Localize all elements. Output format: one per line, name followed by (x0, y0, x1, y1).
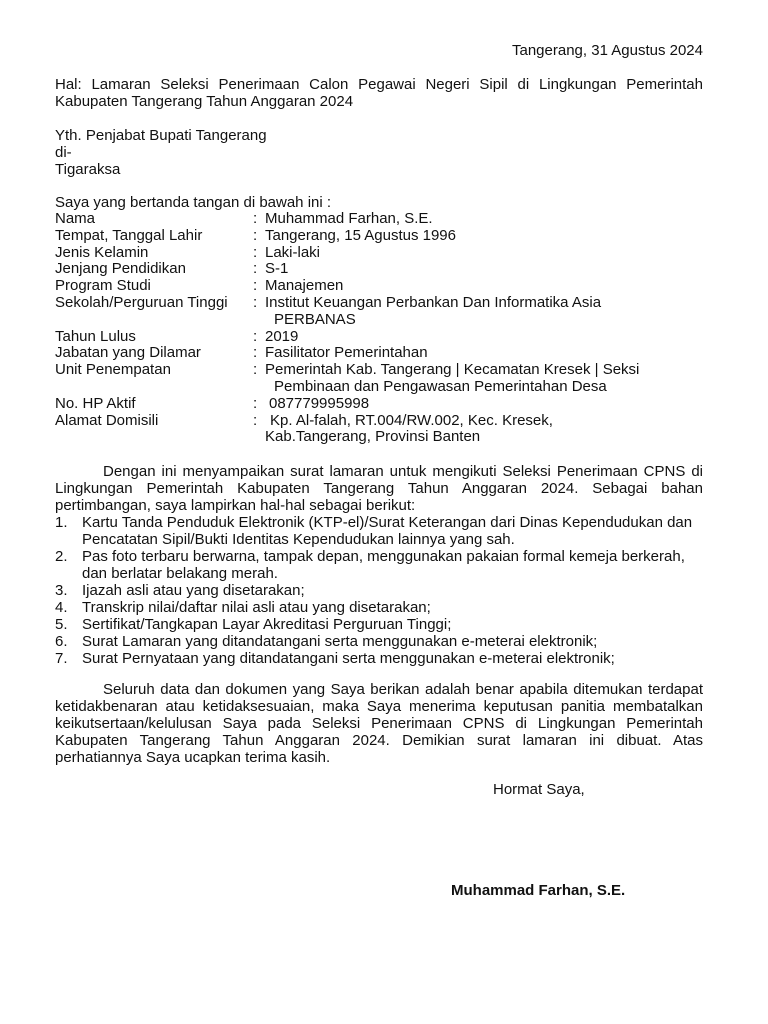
bio-row-study-program (55, 278, 689, 295)
bio-row-education-level (55, 261, 689, 278)
bio-value: Fasilitator Pemerintahan (265, 344, 428, 362)
bio-colon: : (253, 226, 258, 244)
bio-value (265, 413, 689, 447)
bio-value-line: Kab.Tangerang, Provinsi Banten (265, 428, 481, 446)
list-number: 6. (55, 633, 68, 650)
bio-colon: : (253, 344, 258, 362)
list-text: Transkrip nilai/daftar nilai asli atau yang disetarakan; (82, 599, 431, 616)
bio-value: 087779995998 (269, 394, 370, 412)
bio-row-position (55, 345, 689, 362)
bio-value-line: PERBANAS (274, 310, 356, 328)
letter-subject: Hal: Lamaran Seleksi Penerimaan Calon Pegawai Negeri Sipil di Lingkungan Pemerintah Kabupaten Tangerang Tahun Anggaran 2024 (55, 76, 703, 110)
bio-value-line: Pembinaan dan Pengawasan Pemerintahan Desa (274, 377, 607, 395)
paragraph-closing: Seluruh data dan dokumen yang Saya berikan adalah benar apabila ditemukan terdapat ketidakbenaran atau ketidaksesuaian, maka Saya menerima keputusan panitia membatalkan keikutsertaan/kelulusan Saya pada Seleksi Penerimaan CPNS di Lingkungan Pemerintah Kabupaten Tangerang Tahun Anggaran 2024. Demikian surat lamaran ini dibuat. Atas perhatiannya Saya ucapkan terima kasih. (55, 681, 703, 766)
bio-row-ttl (55, 228, 689, 245)
bio-row-phone (55, 396, 689, 413)
bio-colon: : (253, 210, 258, 227)
bio-value: 2019 (265, 327, 299, 345)
bio-colon: : (253, 293, 258, 311)
bio-value-line: Institut Keuangan Perbankan Dan Informatika Asia (265, 293, 602, 311)
recipient-line: Tigaraksa (55, 161, 121, 178)
list-item (55, 582, 703, 599)
list-text: Ijazah asli atau yang disetarakan; (82, 582, 305, 599)
intro-line: Saya yang bertanda tangan di bawah ini : (55, 194, 332, 211)
bio-colon: : (253, 361, 258, 379)
list-text: Pas foto terbaru berwarna, tampak depan, menggunakan pakaian formal kemeja berkerah, dan berlatar belakang merah. (82, 548, 685, 582)
list-number: 7. (55, 650, 68, 667)
bio-colon: : (253, 327, 258, 345)
letter-date: Tangerang, 31 Agustus 2024 (512, 42, 703, 59)
list-number: 1. (55, 514, 68, 531)
bio-label: Jenis Kelamin (55, 243, 149, 261)
recipient-line: di- (55, 144, 72, 161)
bio-label: Sekolah/Perguruan Tinggi (55, 293, 228, 311)
bio-label: Nama (55, 210, 96, 227)
list-text: Kartu Tanda Penduduk Elektronik (KTP-el)/Surat Keterangan dari Dinas Kependudukan dan Pencatatan Sipil/Bukti Identitas Kependudukan lainnya yang sah. (82, 514, 693, 548)
list-text: Surat Pernyataan yang ditandatangani serta menggunakan e-meterai elektronik; (82, 650, 615, 667)
bio-colon: : (253, 260, 258, 278)
bio-label: Jenjang Pendidikan (55, 260, 186, 278)
bio-value: Manajemen (265, 277, 344, 295)
bio-value: Laki-laki (265, 243, 321, 261)
bio-row-university (55, 295, 689, 329)
bio-value-line: Pemerintah Kab. Tangerang | Kecamatan Kresek | Seksi (265, 361, 640, 379)
bio-label: Tahun Lulus (55, 327, 136, 345)
closing-salutation: Hormat Saya, (493, 781, 585, 798)
list-item (55, 633, 703, 650)
requirements-list (55, 514, 703, 667)
list-item (55, 650, 703, 667)
bio-row-placement-unit (55, 362, 689, 396)
bio-value-line: Kp. Al-falah, RT.004/RW.002, Kec. Kresek, (270, 411, 553, 429)
list-number: 5. (55, 616, 68, 633)
bio-label: Alamat Domisili (55, 411, 159, 429)
signatory-name: Muhammad Farhan, S.E. (451, 882, 626, 899)
bio-label: Program Studi (55, 277, 151, 295)
bio-value (265, 362, 689, 396)
applicant-bio-table (55, 211, 689, 446)
list-number: 2. (55, 548, 68, 565)
bio-colon: : (253, 277, 258, 295)
bio-label: No. HP Aktif (55, 394, 136, 412)
bio-value (265, 295, 689, 329)
bio-row-address (55, 413, 689, 447)
list-item (55, 616, 703, 633)
paragraph-intro: Dengan ini menyampaikan surat lamaran untuk mengikuti Seleksi Penerimaan CPNS di Lingkungan Pemerintah Kabupaten Tangerang Tahun Anggaran 2024. Sebagai bahan pertimbangan, saya lampirkan hal-hal sebagai berikut: (55, 463, 703, 514)
list-text: Surat Lamaran yang ditandatangani serta menggunakan e-meterai elektronik; (82, 633, 598, 650)
bio-value: Tangerang, 15 Agustus 1996 (265, 226, 456, 244)
bio-row-nama (55, 211, 689, 228)
list-number: 4. (55, 599, 68, 616)
list-text: Sertifikat/Tangkapan Layar Akreditasi Perguruan Tinggi; (82, 616, 452, 633)
list-number: 3. (55, 582, 68, 599)
list-item (55, 514, 703, 548)
list-item (55, 599, 703, 616)
recipient-block (55, 127, 267, 178)
bio-label: Tempat, Tanggal Lahir (55, 226, 203, 244)
bio-colon: : (253, 243, 258, 261)
bio-label: Unit Penempatan (55, 361, 171, 379)
bio-colon: : (253, 411, 258, 429)
bio-row-gender (55, 245, 689, 262)
recipient-line: Yth. Penjabat Bupati Tangerang (55, 127, 267, 144)
bio-value: Muhammad Farhan, S.E. (265, 210, 433, 227)
bio-row-graduation-year (55, 329, 689, 346)
list-item (55, 548, 703, 582)
bio-colon: : (253, 394, 258, 412)
bio-label: Jabatan yang Dilamar (55, 344, 201, 362)
bio-value: S-1 (265, 260, 289, 278)
